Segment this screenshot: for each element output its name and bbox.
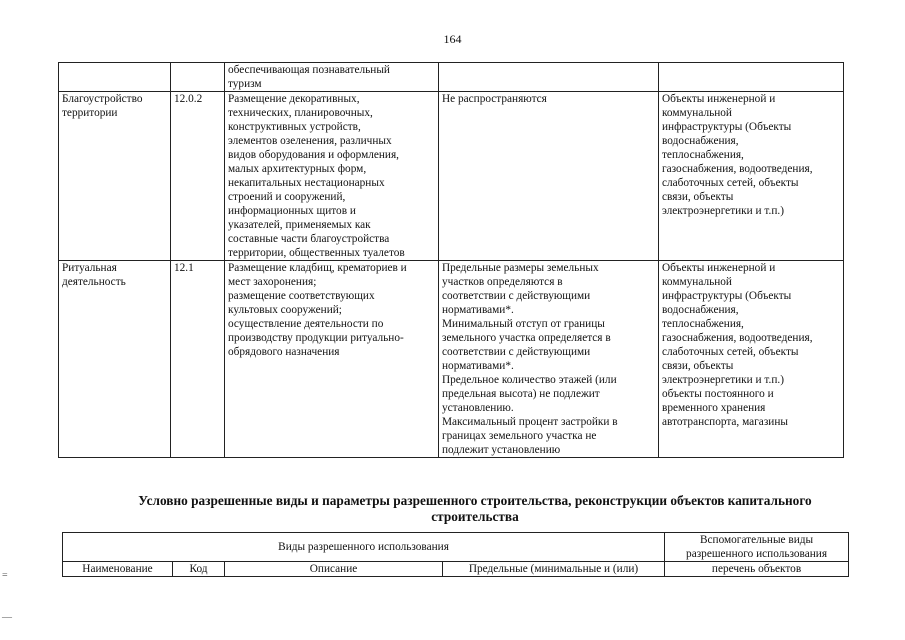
text-line: строений и сооружений, [228,191,346,203]
text-line: Ритуальная [62,262,117,274]
text-line: газоснабжения, водоотведения, [662,163,813,175]
table-row [59,63,844,92]
text-line: Не распространяются [442,93,547,105]
text-line: технических, планировочных, [228,107,373,119]
text-line: Условно разрешенные виды и параметры разрешенного строительства, реконструкции объектов капитального [138,493,812,508]
name-cell [59,261,171,458]
auxiliary-cell [659,63,844,92]
col-name-header: Наименование [63,562,173,577]
text-line: разрешенного использования [686,548,828,560]
col-parameters-header: Предельные (минимальные и (или) [443,562,665,577]
text-line: производству продукции ритуально- [228,332,404,344]
text-line: некапитальных нестационарных [228,177,385,189]
text-line: слаботочных сетей, объекты [662,177,799,189]
table-header-row [63,533,849,562]
text-line: обеспечивающая познавательный [228,64,390,76]
page-number: 164 [443,32,462,46]
text-line: деятельность [62,276,126,288]
parameters-cell [439,63,659,92]
text-line: электроэнергетики и т.п.) [662,205,784,217]
text-line: инфраструктуры (Объекты [662,290,792,302]
code-cell [171,63,225,92]
text-line: осуществление деятельности по [228,318,384,330]
name-cell [59,92,171,261]
text-line: территории, общественных туалетов [228,247,405,259]
text-line: Размещение декоративных, [228,93,360,105]
text-line: теплоснабжения, [662,318,744,330]
margin-mark: = [2,570,8,581]
text-line: инфраструктуры (Объекты [662,121,792,133]
text-line: территории [62,107,118,119]
text-line: размещение соответствующих [228,290,375,302]
text-line: границах земельного участка не [442,430,597,442]
text-line: соответствии с действующими [442,290,591,302]
col-aux-header: перечень объектов [665,562,849,577]
text-line: газоснабжения, водоотведения, [662,332,813,344]
auxiliary-cell [659,92,844,261]
text-line: связи, объекты [662,191,734,203]
text-line: слаботочных сетей, объекты [662,346,799,358]
column-header-row [63,562,849,577]
parameters-cell [439,261,659,458]
text-line: нормативами*. [442,304,514,316]
text-line: мест захоронения; [228,276,317,288]
margin-mark: — [2,612,12,623]
parameters-cell [439,92,659,261]
text-line: обрядового назначения [228,346,340,358]
table-row [59,261,844,458]
text-line: теплоснабжения, [662,149,744,161]
text-line: малых архитектурных форм, [228,163,367,175]
conditional-uses-table [62,532,849,577]
text-line: Объекты инженерной и [662,93,776,105]
text-line: коммунальной [662,276,732,288]
text-line: информационных щитов и [228,205,356,217]
text-line: нормативами*. [442,360,514,372]
text-line: составные части благоустройства [228,233,390,245]
text-line: Максимальный процент застройки в [442,416,618,428]
text-line: автотранспорта, магазины [662,416,788,428]
text-line: водоснабжения, [662,135,739,147]
table-row [59,92,844,261]
aux-header [665,533,849,562]
auxiliary-cell [659,261,844,458]
permitted-uses-table [58,62,844,458]
text-line: предельная высота) не подлежит [442,388,600,400]
text-line: установлению. [442,402,514,414]
text-line: Предельные размеры земельных [442,262,599,274]
col-description-header: Описание [225,562,443,577]
group-header: Виды разрешенного использования [63,533,665,562]
text-line: Благоустройство [62,93,143,105]
name-cell [59,63,171,92]
text-line: водоснабжения, [662,304,739,316]
code-cell: 12.1 [171,261,225,458]
text-line: конструктивных устройств, [228,121,361,133]
description-cell [225,63,439,92]
text-line: Минимальный отступ от границы [442,318,605,330]
text-line: культовых сооружений; [228,304,342,316]
text-line: видов оборудования и оформления, [228,149,399,161]
text-line: участков определяются в [442,276,563,288]
text-line: Объекты инженерной и [662,262,776,274]
text-line: Предельное количество этажей (или [442,374,617,386]
text-line: строительства [431,509,519,524]
text-line: временного хранения [662,402,766,414]
text-line: объекты постоянного и [662,388,774,400]
text-line: соответствии с действующими [442,346,591,358]
text-line: Вспомогательные виды [699,534,814,546]
text-line: коммунальной [662,107,732,119]
text-line: электроэнергетики и т.п.) [662,374,784,386]
code-cell: 12.0.2 [171,92,225,261]
text-line: туризм [228,78,262,90]
text-line: подлежит установлению [442,444,561,456]
section-heading [90,493,860,525]
description-cell [225,261,439,458]
text-line: указателей, применяемых как [228,219,371,231]
col-code-header: Код [173,562,225,577]
description-cell [225,92,439,261]
text-line: Размещение кладбищ, крематориев и [228,262,407,274]
text-line: земельного участка определяется в [442,332,611,344]
text-line: элементов озеленения, различных [228,135,392,147]
text-line: связи, объекты [662,360,734,372]
